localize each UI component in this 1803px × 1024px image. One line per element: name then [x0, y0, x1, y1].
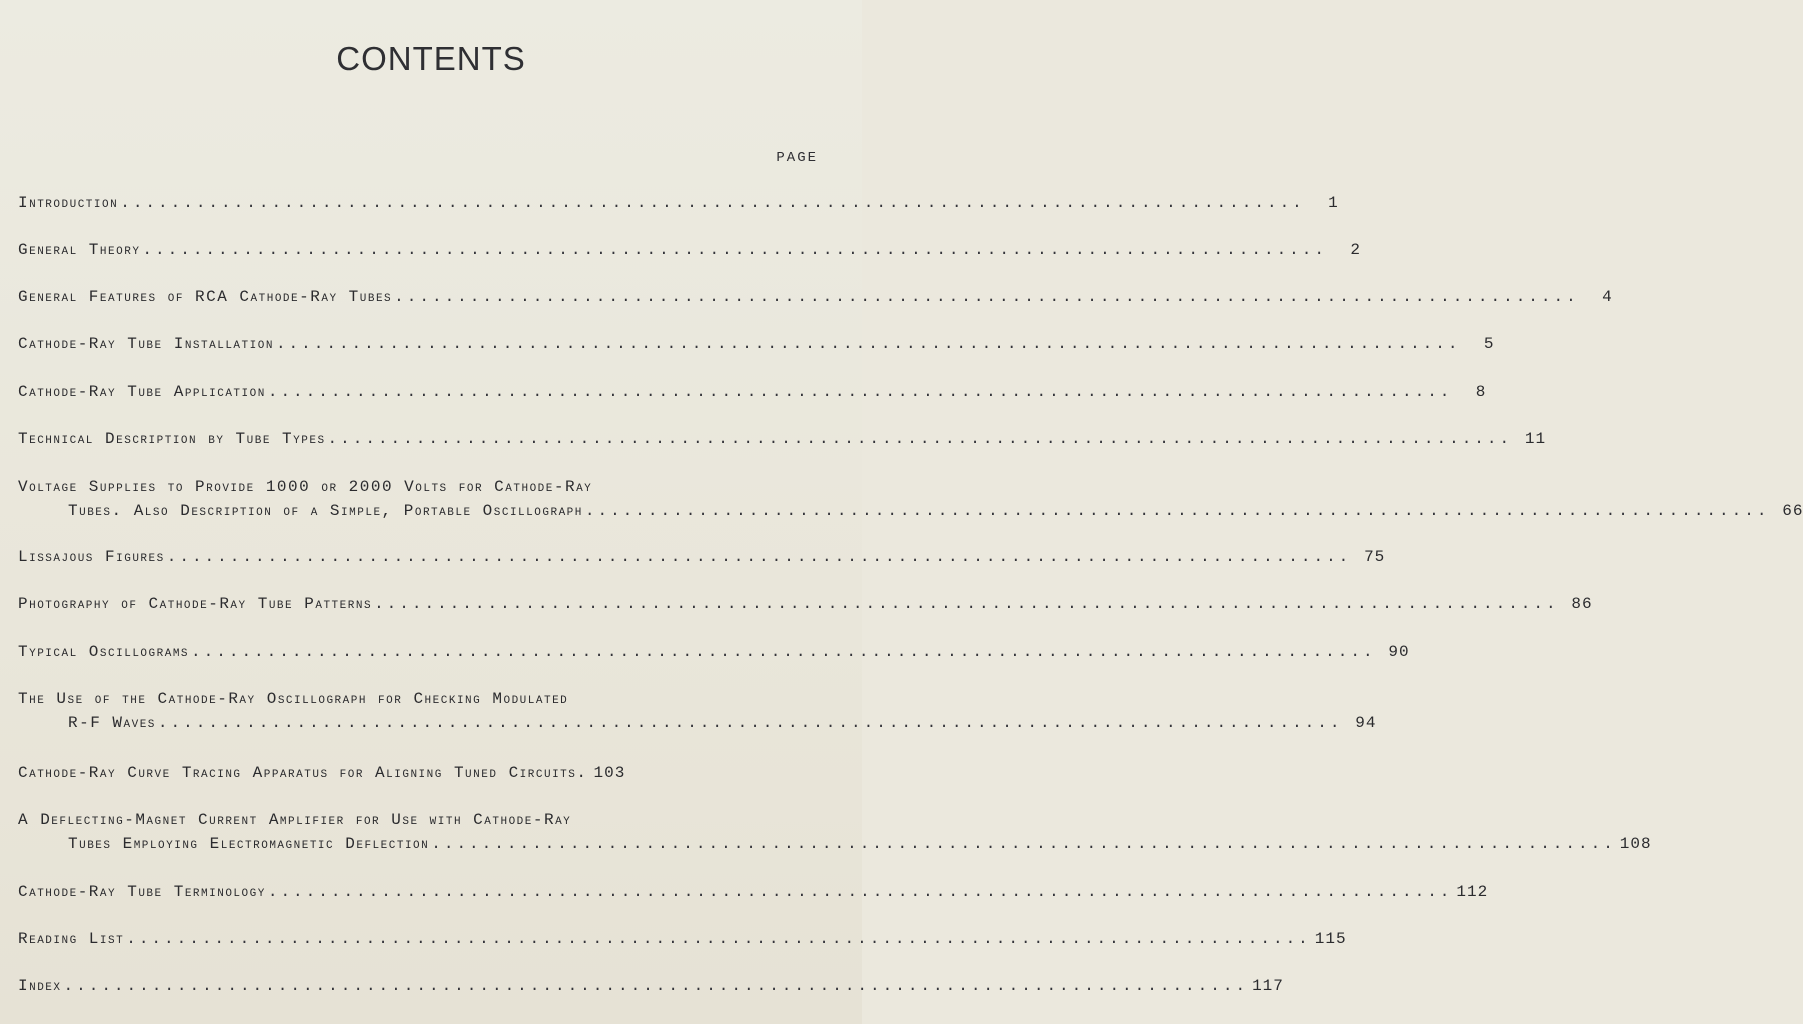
toc-entry-page: 90 [1388, 643, 1410, 661]
toc-entry-voltage-supplies[interactable] [18, 475, 1803, 523]
toc-entry-title-line2: R-F Waves [68, 714, 156, 732]
toc-entry-title: Photography of Cathode-Ray Tube Patterns [18, 595, 373, 613]
toc-entry-page: 117 [1252, 977, 1284, 995]
toc-entry-page: 108 [1619, 835, 1652, 853]
toc-entry-title: Cathode-Ray Tube Terminology [18, 883, 266, 901]
dot-leader: .............................................................................................. [431, 835, 1616, 853]
dot-leader: .............................................................................................. [191, 643, 1376, 661]
dot-leader: .............................................................................................. [267, 383, 1453, 401]
toc-entry-title-line1: The Use of the Cathode-Ray Oscillograph for Checking Modulated [18, 690, 569, 708]
toc-entry-title: Technical Description by Tube Types [18, 430, 326, 448]
toc-entry-curve-tracing[interactable] [18, 761, 818, 785]
toc-entry-title: Cathode-Ray Curve Tracing Apparatus for Aligning Tuned Circuits. [18, 764, 588, 782]
toc-entry-page: 8 [1475, 383, 1487, 401]
dot-leader: .............................................................................................. [267, 883, 1453, 901]
page-column-header: PAGE [776, 150, 818, 166]
toc-entry-page: 75 [1364, 548, 1386, 566]
dot-leader: .............................................................................................. [120, 194, 1305, 212]
dot-leader: .............................................................................................. [157, 714, 1343, 732]
page-title: CONTENTS [336, 40, 526, 77]
toc-entry-reading-list[interactable] [18, 927, 1347, 951]
dot-leader: .............................................................................................. [394, 288, 1579, 306]
toc-entry-oscillograms[interactable] [18, 640, 1410, 664]
toc-entry-page: 94 [1355, 714, 1377, 732]
toc-entry-page: 4 [1602, 288, 1613, 306]
dot-leader: .............................................................................................. [584, 502, 1770, 520]
toc-entry-introduction[interactable] [18, 191, 1339, 215]
toc-entry-title: Typical Oscillograms [18, 643, 190, 661]
toc-entry-page: 103 [593, 764, 626, 782]
toc-entry-index[interactable] [18, 974, 1284, 998]
toc-entry-use-of-oscillograph[interactable] [18, 687, 1377, 735]
toc-entry-title: General Theory [18, 241, 141, 259]
toc-entry-technical-description[interactable] [18, 427, 1547, 451]
toc-entry-title-line1: Voltage Supplies to Provide 1000 or 2000 Volts for Cathode-Ray [18, 478, 593, 496]
toc-entry-page: 86 [1571, 595, 1593, 613]
toc-entry-application[interactable] [18, 380, 1487, 404]
toc-entry-title: Reading List [18, 930, 125, 948]
toc-entry-title: Cathode-Ray Tube Installation [18, 335, 274, 353]
toc-entry-page: 1 [1328, 194, 1339, 212]
toc-entry-page: 2 [1350, 241, 1361, 259]
toc-entry-lissajous[interactable] [18, 545, 1386, 569]
toc-entry-title: General Features of RCA Cathode-Ray Tubes [18, 288, 393, 306]
toc-entry-title: Lissajous Figures [18, 548, 165, 566]
dot-leader: .............................................................................................. [327, 430, 1513, 448]
toc-entry-title-line1: A Deflecting-Magnet Current Amplifier for Use with Cathode-Ray [18, 811, 572, 829]
toc-entry-terminology[interactable] [18, 880, 1489, 904]
toc-entry-title-line2: Tubes Employing Electromagnetic Deflection [68, 835, 430, 853]
toc-entry-general-theory[interactable] [18, 238, 1361, 262]
dot-leader: .............................................................................................. [166, 548, 1352, 566]
toc-entry-title: Introduction [18, 194, 119, 212]
toc-entry-page: 115 [1314, 930, 1347, 948]
toc-entry-installation[interactable] [18, 332, 1495, 356]
dot-leader: .............................................................................................. [63, 977, 1249, 995]
toc-entry-photography[interactable] [18, 592, 1593, 616]
toc-entry-title-line2: Tubes. Also Description of a Simple, Portable Oscillograph [68, 502, 583, 520]
dot-leader: .............................................................................................. [126, 930, 1311, 948]
toc-entry-page: 5 [1483, 335, 1495, 353]
toc-entry-general-features[interactable] [18, 285, 1613, 309]
toc-entry-deflecting-magnet[interactable] [18, 808, 1652, 856]
toc-entry-page: 112 [1456, 883, 1489, 901]
toc-entry-page: 11 [1524, 430, 1547, 448]
dot-leader: .............................................................................................. [142, 241, 1327, 259]
dot-leader: .............................................................................................. [374, 595, 1559, 613]
toc-entry-page: 66 [1782, 502, 1803, 520]
toc-entry-title: Index [18, 977, 62, 995]
toc-entry-title: Cathode-Ray Tube Application [18, 383, 266, 401]
dot-leader: .............................................................................................. [275, 335, 1461, 353]
